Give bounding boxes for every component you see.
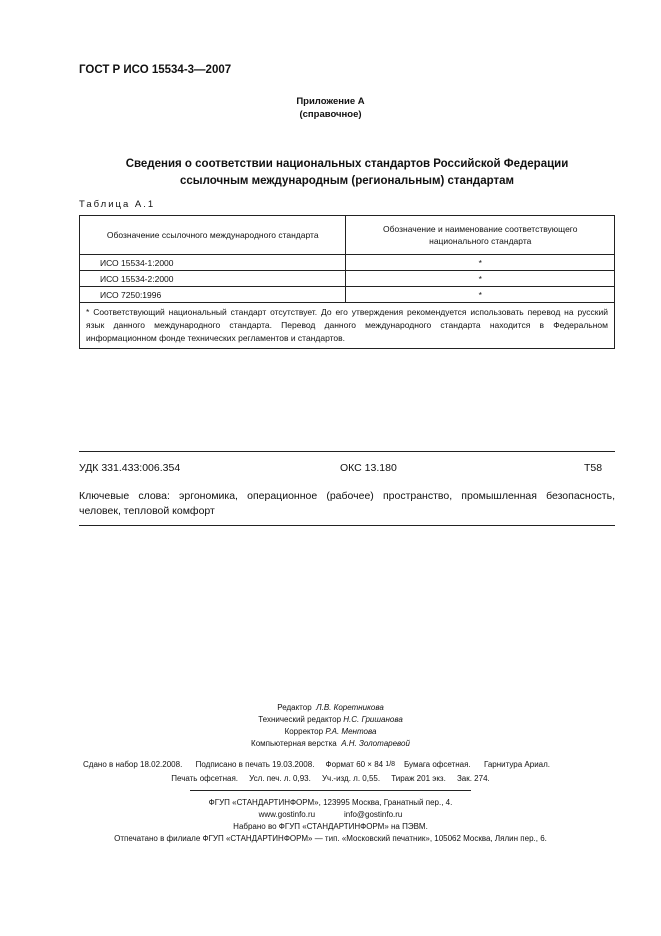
print-info-line2 [0,773,661,785]
credit-role: Компьютерная верстка [251,739,337,748]
section-title [79,156,615,190]
appendix-subtitle: (справочное) [299,109,362,120]
credit-tech-editor [0,714,661,726]
table-note: * Соответствующий национальный стандарт отсутствует. До его утверждения рекомендуется использовать перевод на русский язык данного международного стандарта. Перевод данного международного стандарта находится в Федеральном информационном фонде технических регламентов и стандартов. [80,303,615,349]
standards-table [79,215,615,349]
table-cell-standard: ИСО 7250:1996 [80,287,346,303]
font-type: Гарнитура Ариал. [483,760,551,770]
document-code: ГОСТ Р ИСО 15534-3—2007 [79,64,232,76]
credit-role: Технический редактор [258,715,342,724]
credits-block [0,702,661,750]
credit-corrector [0,726,661,738]
publisher-contacts [0,809,661,821]
table-cell-national: * [346,255,615,271]
table-caption: Таблица А.1 [79,199,156,210]
table-cell-national: * [346,287,615,303]
publisher-email: info@gostinfo.ru [344,810,403,819]
uch-izd: Уч.-изд. л. 0,55. [321,774,381,783]
divider-bottom [79,525,615,526]
publisher-printed: Отпечатано в филиале ФГУП «СТАНДАРТИНФОРМ» — тип. «Московский печатник», 105062 Москва, Лялин пер., 6. [114,834,547,843]
divider-publisher [190,790,471,791]
signed-date: Подписано в печать 19.03.2008. [195,760,315,770]
credit-name: Л.В. Коретникова [316,703,384,712]
appendix-heading [0,95,661,121]
credit-name: А.Н. Золотаревой [341,739,410,748]
udk-code: УДК 331.433:006.354 [79,462,181,474]
publisher-address: ФГУП «СТАНДАРТИНФОРМ», 123995 Москва, Гранатный пер., 4. [208,798,453,807]
table-note-row [80,303,615,349]
credit-name: Р.А. Ментова [325,727,377,736]
section-title-line2: ссылочным международным (региональным) стандартам [179,175,515,187]
table-row [80,271,615,287]
tirazh: Тираж 201 экз. [391,774,446,783]
appendix-title: Приложение А [296,96,365,107]
table-header-national: Обозначение и наименование соответствующего национального стандарта [346,216,615,255]
print-type: Печать офсетная. [171,774,238,783]
usl-pech: Усл. печ. л. 0,93. [249,774,311,783]
credit-role: Корректор [284,727,324,736]
publisher-typeset: Набрано во ФГУП «СТАНДАРТИНФОРМ» на ПЭВМ. [233,822,428,831]
submitted-date: Сдано в набор 18.02.2008. [83,760,183,770]
category-code: Т58 [584,462,603,474]
paper-type: Бумага офсетная. [403,760,471,770]
format-fraction: 1/8 [385,761,396,768]
format: Формат 60 × 84 [325,760,384,770]
table-cell-standard: ИСО 15534-1:2000 [80,255,346,271]
table-row [80,287,615,303]
credit-role: Редактор [277,703,312,712]
table-header-international: Обозначение ссылочного международного стандарта [80,216,346,255]
credit-name: Н.С. Гришанова [343,715,403,724]
table-row [80,255,615,271]
oks-code: ОКС 13.180 [340,462,397,474]
table-header-row [80,216,615,255]
print-info-line1 [83,759,550,771]
keywords: Ключевые слова: эргономика, операционное (рабочее) пространство, промышленная безопасность, человек, тепловой комфорт [79,490,615,517]
order-number: Зак. 274. [456,774,490,783]
credit-layout [0,738,661,750]
section-title-line1: Сведения о соответствии национальных стандартов Российской Федерации [125,158,569,170]
table-cell-standard: ИСО 15534-2:2000 [80,271,346,287]
divider-top [79,451,615,452]
table-cell-national: * [346,271,615,287]
publisher-website: www.gostinfo.ru [258,810,316,819]
credit-editor [0,702,661,714]
publisher-block [0,797,661,845]
